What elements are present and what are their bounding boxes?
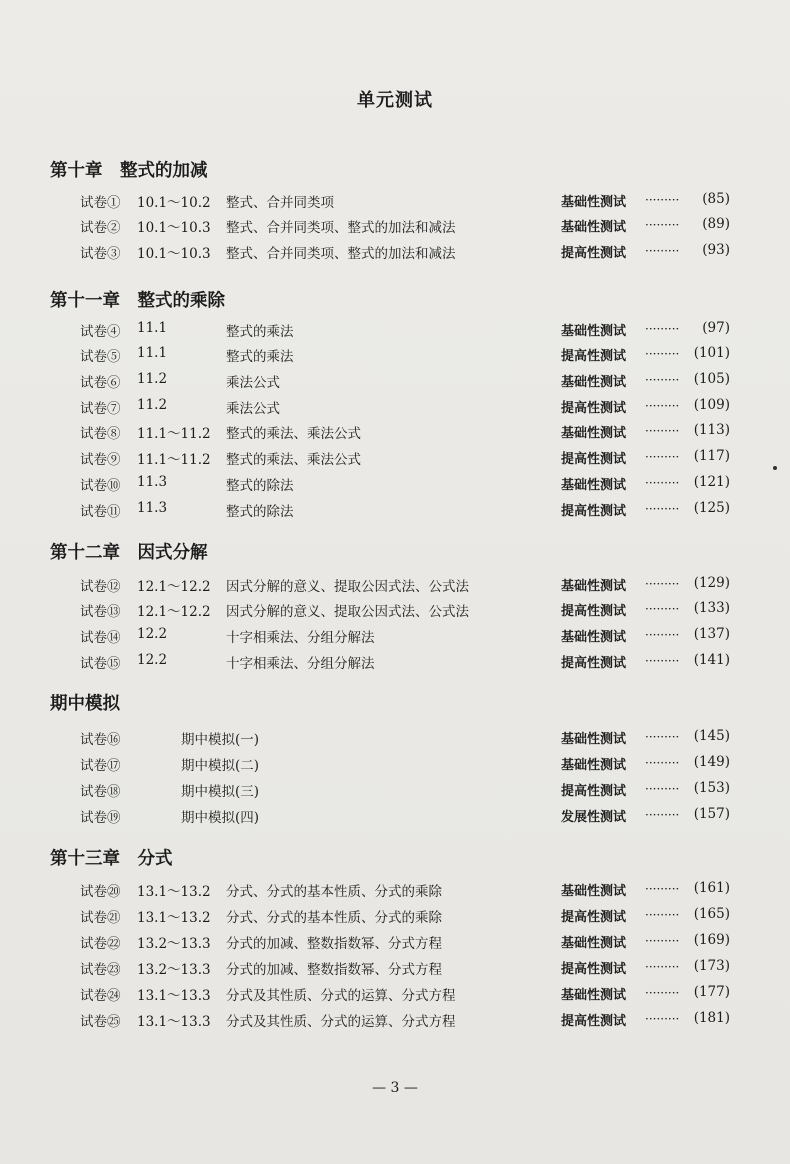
test-type: 提高性测试 xyxy=(561,349,627,364)
section-number: 12.2 xyxy=(137,652,168,668)
page-reference: (141) xyxy=(693,652,730,668)
section-number: 11.2 xyxy=(137,397,168,413)
toc-row xyxy=(0,780,790,802)
topic-title: 期中模拟(四) xyxy=(181,810,260,826)
page-reference: (181) xyxy=(693,1010,730,1026)
paper-label: 试卷㉕ xyxy=(80,1014,121,1030)
page-reference: (85) xyxy=(702,191,730,207)
section-number: 11.2 xyxy=(137,371,168,387)
toc-row xyxy=(0,448,790,470)
section-number: 12.2 xyxy=(137,626,168,642)
page-reference: (89) xyxy=(702,216,730,232)
leader-dots: ········· xyxy=(645,347,680,361)
test-type: 提高性测试 xyxy=(561,784,627,799)
paper-label: 试卷⑰ xyxy=(80,758,121,774)
page-reference: (153) xyxy=(693,780,730,796)
page-reference: (133) xyxy=(693,600,730,616)
topic-title: 整式的乘法、乘法公式 xyxy=(226,452,361,468)
toc-row xyxy=(0,345,790,367)
test-type: 基础性测试 xyxy=(561,884,627,899)
leader-dots: ········· xyxy=(645,399,680,413)
section-number: 11.1 xyxy=(137,345,168,361)
leader-dots: ········· xyxy=(645,502,680,516)
page-reference: (105) xyxy=(693,371,730,387)
leader-dots: ········· xyxy=(645,908,680,922)
page-reference: (113) xyxy=(693,422,730,438)
toc-row xyxy=(0,880,790,902)
test-type: 基础性测试 xyxy=(561,220,627,235)
page-reference: (145) xyxy=(693,728,730,744)
leader-dots: ········· xyxy=(645,476,680,490)
page-reference: (97) xyxy=(702,320,730,336)
paper-label: 试卷⑧ xyxy=(80,426,121,442)
paper-label: 试卷⑬ xyxy=(80,604,121,620)
topic-title: 期中模拟(二) xyxy=(181,758,260,774)
topic-title: 整式、合并同类项、整式的加法和减法 xyxy=(226,220,456,236)
page-reference: (149) xyxy=(693,754,730,770)
scan-speck xyxy=(773,466,777,470)
section-number: 11.3 xyxy=(137,500,168,516)
leader-dots: ········· xyxy=(645,193,680,207)
section-number: 12.1～12.2 xyxy=(137,579,211,595)
section-number: 13.1～13.2 xyxy=(137,884,211,900)
test-type: 提高性测试 xyxy=(561,504,627,519)
leader-dots: ········· xyxy=(645,782,680,796)
section-number: 11.1 xyxy=(137,320,168,336)
paper-label: 试卷㉒ xyxy=(80,936,121,952)
page-reference: (93) xyxy=(702,242,730,258)
leader-dots: ········· xyxy=(645,322,680,336)
paper-label: 试卷③ xyxy=(80,246,121,262)
paper-label: 试卷⑳ xyxy=(80,884,121,900)
section-number: 11.1～11.2 xyxy=(137,452,211,468)
toc-row xyxy=(0,320,790,342)
test-type: 提高性测试 xyxy=(561,246,627,261)
toc-row xyxy=(0,958,790,980)
test-type: 发展性测试 xyxy=(561,810,627,825)
page-reference: (161) xyxy=(693,880,730,896)
page-reference: (173) xyxy=(693,958,730,974)
topic-title: 分式、分式的基本性质、分式的乘除 xyxy=(226,910,442,926)
toc-row xyxy=(0,728,790,750)
paper-label: 试卷⑨ xyxy=(80,452,121,468)
page-reference: (125) xyxy=(693,500,730,516)
test-type: 基础性测试 xyxy=(561,758,627,773)
toc-row xyxy=(0,397,790,419)
toc-row xyxy=(0,806,790,828)
toc-row xyxy=(0,371,790,393)
paper-label: 试卷⑤ xyxy=(80,349,121,365)
toc-row xyxy=(0,626,790,648)
topic-title: 乘法公式 xyxy=(226,401,280,417)
paper-label: 试卷⑱ xyxy=(80,784,121,800)
toc-row xyxy=(0,600,790,622)
leader-dots: ········· xyxy=(645,450,680,464)
toc-row xyxy=(0,474,790,496)
chapter-heading: 期中模拟 xyxy=(50,694,120,714)
page-reference: (177) xyxy=(693,984,730,1000)
topic-title: 期中模拟(三) xyxy=(181,784,260,800)
test-type: 提高性测试 xyxy=(561,401,627,416)
topic-title: 乘法公式 xyxy=(226,375,280,391)
topic-title: 整式、合并同类项 xyxy=(226,195,334,211)
toc-row xyxy=(0,575,790,597)
paper-label: 试卷⑲ xyxy=(80,810,121,826)
test-type: 基础性测试 xyxy=(561,579,627,594)
page-reference: (101) xyxy=(693,345,730,361)
section-number: 11.3 xyxy=(137,474,168,490)
toc-row xyxy=(0,216,790,238)
topic-title: 分式及其性质、分式的运算、分式方程 xyxy=(226,988,456,1004)
topic-title: 整式的除法 xyxy=(226,478,294,494)
toc-row xyxy=(0,754,790,776)
page-reference: (129) xyxy=(693,575,730,591)
paper-label: 试卷① xyxy=(80,195,121,211)
topic-title: 整式、合并同类项、整式的加法和减法 xyxy=(226,246,456,262)
chapter-heading: 第十三章 分式 xyxy=(50,849,173,869)
chapter-heading: 第十章 整式的加减 xyxy=(50,161,208,181)
test-type: 提高性测试 xyxy=(561,962,627,977)
page-reference: (165) xyxy=(693,906,730,922)
leader-dots: ········· xyxy=(645,960,680,974)
toc-row xyxy=(0,984,790,1006)
page-title: 单元测试 xyxy=(357,90,433,111)
test-type: 基础性测试 xyxy=(561,478,627,493)
leader-dots: ········· xyxy=(645,373,680,387)
leader-dots: ········· xyxy=(645,730,680,744)
topic-title: 因式分解的意义、提取公因式法、公式法 xyxy=(226,579,469,595)
page-reference: (109) xyxy=(693,397,730,413)
leader-dots: ········· xyxy=(645,577,680,591)
test-type: 基础性测试 xyxy=(561,324,627,339)
topic-title: 整式的乘法 xyxy=(226,324,294,340)
section-number: 10.1～10.3 xyxy=(137,220,211,236)
topic-title: 十字相乘法、分组分解法 xyxy=(226,656,375,672)
topic-title: 因式分解的意义、提取公因式法、公式法 xyxy=(226,604,469,620)
test-type: 提高性测试 xyxy=(561,604,627,619)
toc-row xyxy=(0,906,790,928)
page-reference: (117) xyxy=(693,448,730,464)
page-reference: (157) xyxy=(693,806,730,822)
topic-title: 十字相乘法、分组分解法 xyxy=(226,630,375,646)
section-number: 13.1～13.3 xyxy=(137,1014,211,1030)
leader-dots: ········· xyxy=(645,986,680,1000)
chapter-heading: 第十一章 整式的乘除 xyxy=(50,291,225,311)
leader-dots: ········· xyxy=(645,882,680,896)
toc-row xyxy=(0,242,790,264)
paper-label: 试卷㉑ xyxy=(80,910,121,926)
paper-label: 试卷⑦ xyxy=(80,401,121,417)
leader-dots: ········· xyxy=(645,1012,680,1026)
page-number: — 3 — xyxy=(372,1080,418,1096)
section-number: 10.1～10.3 xyxy=(137,246,211,262)
paper-label: 试卷⑮ xyxy=(80,656,121,672)
paper-label: 试卷⑭ xyxy=(80,630,121,646)
paper-label: 试卷㉔ xyxy=(80,988,121,1004)
paper-label: 试卷⑩ xyxy=(80,478,121,494)
page-reference: (137) xyxy=(693,626,730,642)
toc-row xyxy=(0,1010,790,1032)
toc-row xyxy=(0,422,790,444)
toc-row xyxy=(0,191,790,213)
paper-label: 试卷② xyxy=(80,220,121,236)
toc-row xyxy=(0,652,790,674)
leader-dots: ········· xyxy=(645,218,680,232)
test-type: 基础性测试 xyxy=(561,426,627,441)
paper-label: 试卷⑫ xyxy=(80,579,121,595)
leader-dots: ········· xyxy=(645,628,680,642)
topic-title: 分式及其性质、分式的运算、分式方程 xyxy=(226,1014,456,1030)
leader-dots: ········· xyxy=(645,756,680,770)
test-type: 基础性测试 xyxy=(561,936,627,951)
toc-row xyxy=(0,500,790,522)
section-number: 13.2～13.3 xyxy=(137,962,211,978)
test-type: 提高性测试 xyxy=(561,452,627,467)
leader-dots: ········· xyxy=(645,244,680,258)
topic-title: 分式的加减、整数指数幂、分式方程 xyxy=(226,962,442,978)
leader-dots: ········· xyxy=(645,808,680,822)
test-type: 提高性测试 xyxy=(561,656,627,671)
page-reference: (121) xyxy=(693,474,730,490)
topic-title: 整式的乘法、乘法公式 xyxy=(226,426,361,442)
leader-dots: ········· xyxy=(645,654,680,668)
section-number: 10.1～10.2 xyxy=(137,195,211,211)
test-type: 基础性测试 xyxy=(561,195,627,210)
test-type: 基础性测试 xyxy=(561,375,627,390)
section-number: 13.2～13.3 xyxy=(137,936,211,952)
chapter-heading: 第十二章 因式分解 xyxy=(50,543,208,563)
topic-title: 整式的乘法 xyxy=(226,349,294,365)
leader-dots: ········· xyxy=(645,602,680,616)
test-type: 提高性测试 xyxy=(561,1014,627,1029)
topic-title: 分式的加减、整数指数幂、分式方程 xyxy=(226,936,442,952)
paper-label: 试卷㉓ xyxy=(80,962,121,978)
leader-dots: ········· xyxy=(645,424,680,438)
test-type: 基础性测试 xyxy=(561,732,627,747)
toc-row xyxy=(0,932,790,954)
paper-label: 试卷⑪ xyxy=(80,504,121,520)
paper-label: 试卷④ xyxy=(80,324,121,340)
section-number: 13.1～13.3 xyxy=(137,988,211,1004)
leader-dots: ········· xyxy=(645,934,680,948)
section-number: 13.1～13.2 xyxy=(137,910,211,926)
test-type: 基础性测试 xyxy=(561,988,627,1003)
topic-title: 分式、分式的基本性质、分式的乘除 xyxy=(226,884,442,900)
test-type: 提高性测试 xyxy=(561,910,627,925)
page-reference: (169) xyxy=(693,932,730,948)
section-number: 12.1～12.2 xyxy=(137,604,211,620)
test-type: 基础性测试 xyxy=(561,630,627,645)
topic-title: 整式的除法 xyxy=(226,504,294,520)
paper-label: 试卷⑥ xyxy=(80,375,121,391)
section-number: 11.1～11.2 xyxy=(137,426,211,442)
paper-label: 试卷⑯ xyxy=(80,732,121,748)
topic-title: 期中模拟(一) xyxy=(181,732,260,748)
